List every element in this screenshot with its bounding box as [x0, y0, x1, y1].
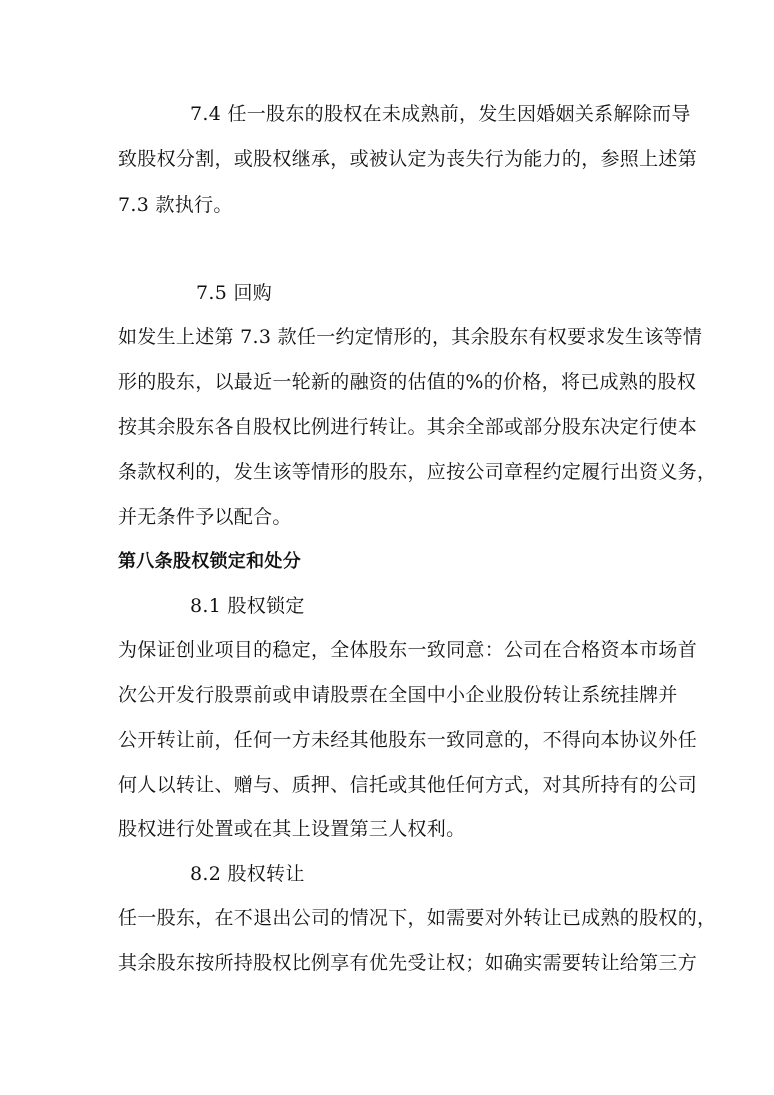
clause-8-2-line-2: 其余股东按所持股权比例享有优先受让权；如确实需要转让给第三方	[118, 952, 698, 974]
clause-8-2-line-1: 任一股东，在不退出公司的情况下，如需要对外转让已成熟的股权的，	[118, 907, 717, 929]
clause-8-1-line-2: 次公开发行股票前或申请股票在全国中小企业股份转让系统挂牌并	[118, 684, 678, 706]
clause-7-5-line-3: 按其余股东各自股权比例进行转让。其余全部或部分股东决定行使本	[118, 416, 698, 438]
clause-8-1-heading: 8.1 股权锁定	[190, 595, 305, 617]
article-8-heading: 第八条股权锁定和处分	[118, 551, 301, 572]
clause-7-5-line-5: 并无条件予以配合。	[118, 506, 292, 528]
clause-8-1-line-1: 为保证创业项目的稳定，全体股东一致同意：公司在合格资本市场首	[118, 639, 698, 661]
clause-7-4-line-2: 致股权分割，或股权继承，或被认定为丧失行为能力的，参照上述第	[118, 148, 698, 170]
clause-8-1-line-3: 公开转让前，任何一方未经其他股东一致同意的，不得向本协议外任	[118, 729, 698, 751]
clause-7-5-line-1: 如发生上述第 7.3 款任一约定情形的，其余股东有权要求发生该等情	[118, 326, 703, 348]
clause-7-4-line-1: 7.4 任一股东的股权在未成熟前，发生因婚姻关系解除而导	[190, 103, 691, 125]
clause-8-2-heading: 8.2 股权转让	[190, 863, 305, 885]
clause-8-1-line-4: 何人以转让、赠与、质押、信托或其他任何方式，对其所持有的公司	[118, 774, 698, 796]
clause-7-4-line-3: 7.3 款执行。	[118, 194, 233, 216]
clause-7-5-heading: 7.5 回购	[196, 282, 273, 304]
clause-8-1-line-5: 股权进行处置或在其上设置第三人权利。	[118, 818, 466, 840]
clause-7-5-line-4: 条款权利的，发生该等情形的股东，应按公司章程约定履行出资义务，	[118, 461, 717, 483]
clause-7-5-line-2: 形的股东，以最近一轮新的融资的估值的%的价格，将已成熟的股权	[118, 371, 697, 393]
